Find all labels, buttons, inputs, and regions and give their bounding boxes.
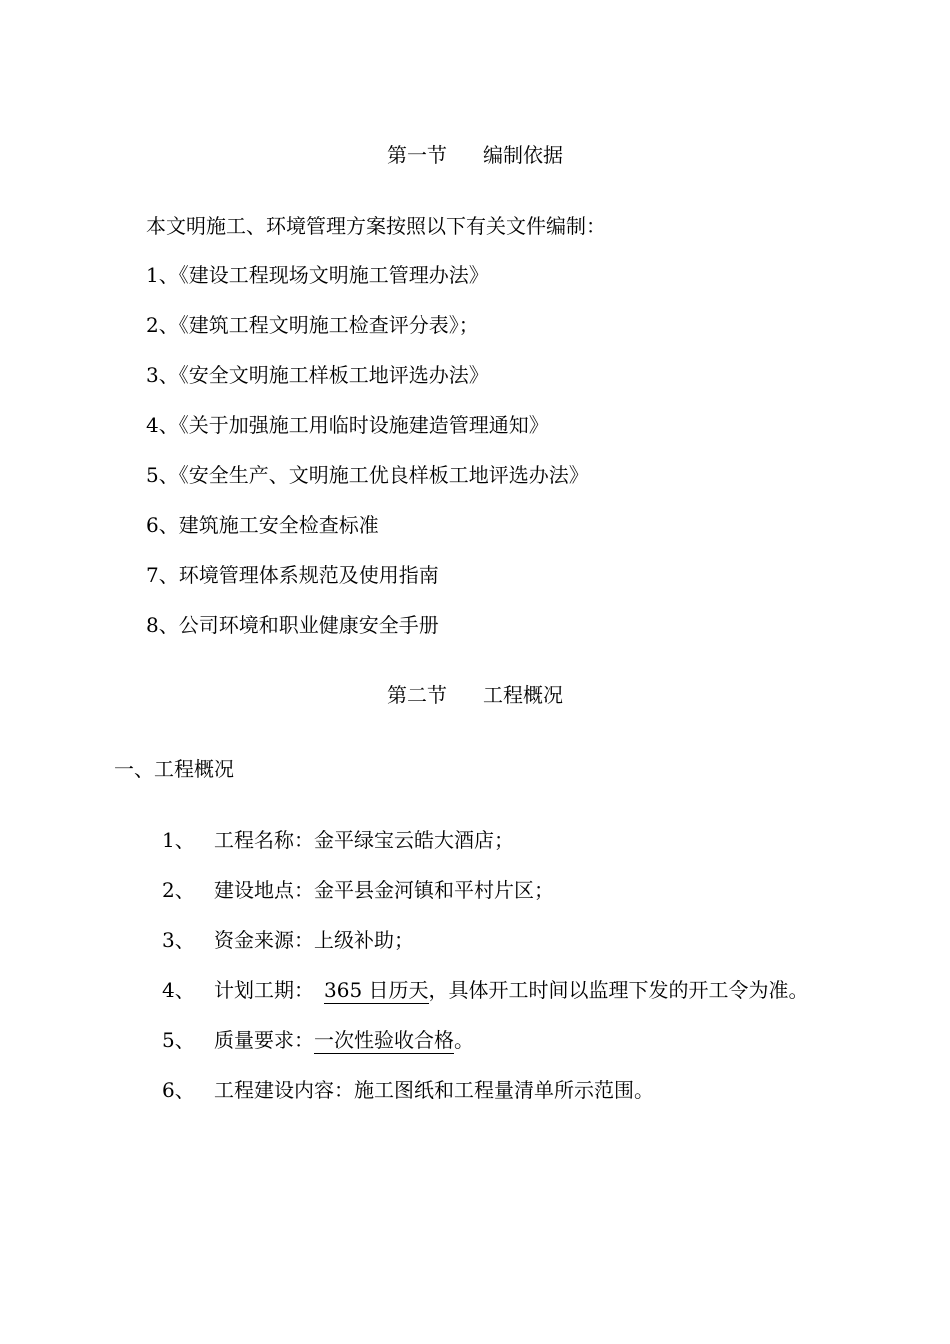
reference-item: 4、《关于加强施工用临时设施建造管理通知》	[146, 413, 549, 437]
overview-item-number: 4、	[162, 978, 195, 1002]
reference-item: 8、公司环境和职业健康安全手册	[146, 613, 439, 637]
reference-item: 2、《建筑工程文明施工检查评分表》；	[146, 313, 479, 337]
overview-item-suffix: ，具体开工时间以监理下发的开工令为准。	[428, 978, 809, 1002]
overview-item-number: 5、	[162, 1028, 195, 1052]
overview-item-number: 6、	[162, 1078, 195, 1102]
section2-subheading: 一、工程概况	[114, 757, 234, 781]
section1-label: 第一节	[387, 143, 447, 167]
reference-item: 5、《安全生产、文明施工优良样板工地评选办法》	[146, 463, 589, 487]
overview-item	[162, 976, 809, 1004]
reference-item: 1、《建设工程现场文明施工管理办法》	[146, 263, 489, 287]
overview-item-text: 资金来源：上级补助；	[214, 928, 414, 952]
overview-item-text: 质量要求：	[214, 1028, 314, 1052]
overview-item	[162, 1076, 654, 1104]
overview-item-number: 3、	[162, 928, 195, 952]
section1-title: 编制依据	[483, 143, 563, 167]
section1-intro: 本文明施工、环境管理方案按照以下有关文件编制：	[146, 214, 606, 238]
overview-item	[162, 876, 554, 904]
section1-heading	[0, 141, 950, 169]
reference-item: 6、建筑施工安全检查标准	[146, 513, 379, 537]
overview-item	[162, 1026, 474, 1054]
overview-item	[162, 926, 414, 954]
overview-item-number: 1、	[162, 828, 195, 852]
overview-item-text: 建设地点：金平县金河镇和平村片区；	[214, 878, 554, 902]
overview-item-number: 2、	[162, 878, 195, 902]
section2-title: 工程概况	[483, 683, 563, 707]
overview-item-text: 工程名称：金平绿宝云皓大酒店；	[214, 828, 514, 852]
overview-item-text: 计划工期：	[214, 978, 314, 1002]
section2-heading	[0, 681, 950, 709]
reference-item: 3、《安全文明施工样板工地评选办法》	[146, 363, 489, 387]
overview-item	[162, 826, 514, 854]
overview-item-text: 工程建设内容：施工图纸和工程量清单所示范围。	[214, 1078, 654, 1102]
duration-underlined: 365 日历天	[324, 978, 429, 1002]
reference-item: 7、环境管理体系规范及使用指南	[146, 563, 439, 587]
section2-label: 第二节	[387, 683, 447, 707]
quality-underlined: 一次性验收合格	[314, 1028, 454, 1052]
overview-item-suffix: 。	[454, 1028, 474, 1052]
